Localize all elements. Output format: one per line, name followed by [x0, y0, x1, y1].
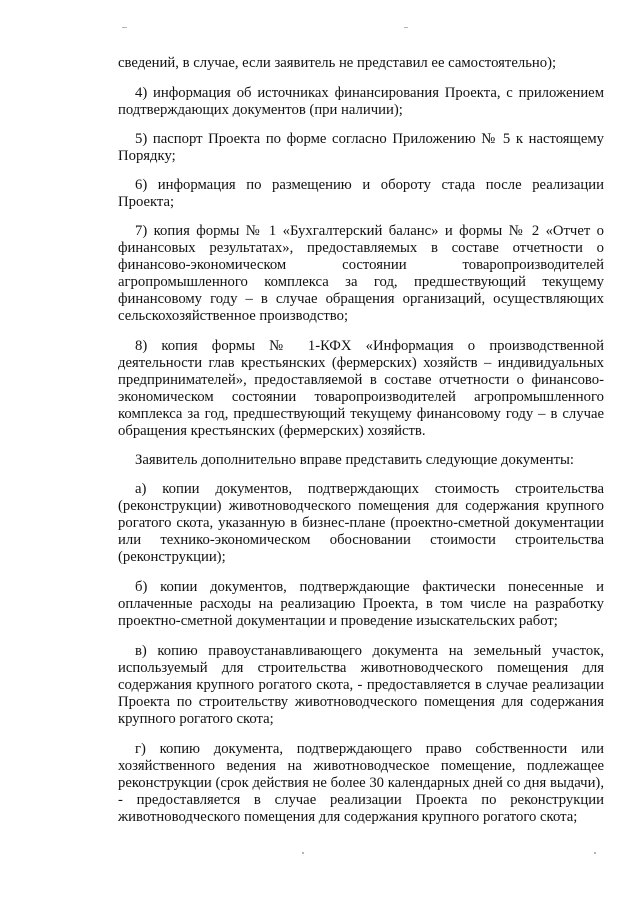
text-line: обращения крестьянских (фермерских) хозяйств.	[118, 423, 426, 439]
text-line: финансовому году – в случае обращения организаций, осуществляющих	[118, 291, 604, 307]
text-line: 5) паспорт Проекта по форме согласно Приложению № 5 к настоящему	[135, 131, 604, 147]
text-line: животноводческого помещения для содержания крупного рогатого скота;	[118, 809, 578, 825]
text-line: или технико-экономическом обосновании стоимости строительства	[118, 532, 604, 548]
text-line: финансово-экономическом состоянии товаропроизводителей	[118, 257, 604, 273]
text-line: Проекта;	[118, 194, 175, 210]
text-line: хозяйственного ведения на животноводческое помещение, подлежащее	[118, 758, 604, 774]
text-line: (реконструкции);	[118, 549, 226, 565]
text-line: крупного рогатого скота;	[118, 711, 274, 727]
text-line: оплаченные расходы на реализацию Проекта, в том числе на разработку	[118, 596, 604, 612]
text-line: - предоставляется в случае реализации Проекта по реконструкции	[118, 792, 604, 808]
text-line: б) копии документов, подтверждающие фактически понесенные и	[135, 579, 604, 595]
text-line: в) копию правоустанавливающего документа на земельный участок,	[135, 643, 604, 659]
text-line: экономическом состоянии товаропроизводителей агропромышленного	[118, 389, 604, 405]
text-line: рогатого скота, указанную в бизнес-плане (проектно-сметной документации	[118, 515, 604, 531]
text-line: 7) копия формы № 1 «Бухгалтерский баланс» и формы № 2 «Отчет о	[135, 223, 604, 239]
text-line: 4) информация об источниках финансирования Проекта, с приложением	[135, 85, 604, 101]
scan-speck	[122, 27, 127, 28]
text-line: проектно-сметной документации и проведение изыскательских работ;	[118, 613, 558, 629]
text-line: 8) копия формы № 1-КФХ «Информация о производственной	[135, 338, 604, 354]
text-line: используемый для строительства животноводческого помещения для	[118, 660, 604, 676]
scan-speck	[594, 852, 596, 854]
text-line: 6) информация по размещению и обороту стада после реализации	[135, 177, 604, 193]
text-line: реконструкции (срок действия не более 30 календарных дней со дня выдачи),	[118, 775, 604, 791]
text-line: деятельности глав крестьянских (фермерских) хозяйств – индивидуальных	[118, 355, 604, 371]
text-line: а) копии документов, подтверждающих стоимость строительства	[135, 481, 604, 497]
scan-speck	[302, 852, 304, 854]
text-line: содержания крупного рогатого скота, - предоставляется в случае реализации	[118, 677, 604, 693]
text-line: комплекса за год, предшествующий текущему финансовому году – в случае	[118, 406, 604, 422]
text-line: (реконструкции) животноводческого помещения для содержания крупного	[118, 498, 604, 514]
text-line: г) копию документа, подтверждающего право собственности или	[135, 741, 604, 757]
text-line: Проекта по строительству животноводческого помещения для содержания	[118, 694, 604, 710]
text-line: подтверждающих документов (при наличии);	[118, 102, 403, 118]
text-line: агропромышленного комплекса за год, предшествующий текущему	[118, 274, 604, 290]
text-line: Заявитель дополнительно вправе представить следующие документы:	[135, 452, 574, 468]
text-line: финансовых результатах», предоставляемых в составе отчетности о	[118, 240, 604, 256]
text-line: сельскохозяйственное производство;	[118, 308, 349, 324]
text-line: сведений, в случае, если заявитель не представил ее самостоятельно);	[118, 55, 557, 71]
text-line: Порядку;	[118, 148, 176, 164]
scan-speck	[404, 27, 408, 28]
text-line: предпринимателей», предоставляемой в составе отчетности о финансово-	[118, 372, 604, 388]
